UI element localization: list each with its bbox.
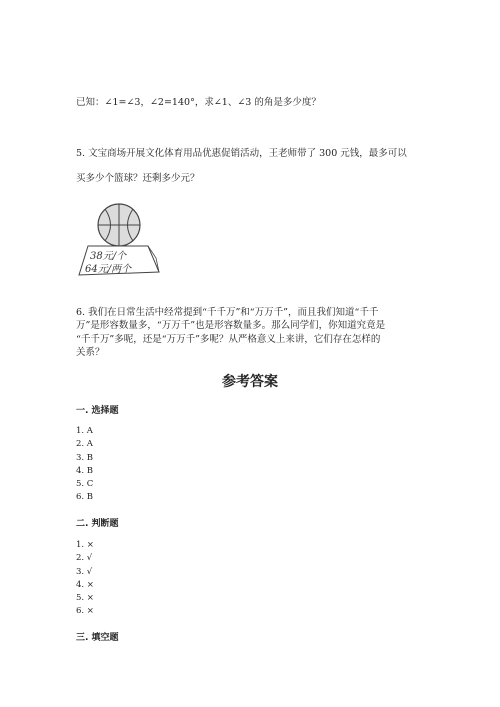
answer-item: 5. C (76, 479, 94, 490)
question-5 (76, 147, 426, 197)
answer-item: 2. A (76, 439, 93, 450)
answer-item: 3. √ (76, 566, 93, 577)
answer-item: 1. A (76, 426, 93, 436)
question-6-line-3: “千千万”多呢，还是“万万千”多呢？从严格意义上来讲，它们存在怎样的 (76, 333, 381, 345)
section-1-heading: 一. 选择题 (76, 406, 119, 416)
question-6 (76, 306, 428, 359)
price-pair-label: 64元/两个 (85, 264, 132, 275)
answers-title: 参考答案 (222, 374, 278, 390)
answer-item: 5. × (76, 593, 94, 604)
answer-item: 3. B (76, 452, 94, 463)
section-2-answer-list (76, 539, 94, 619)
basketball-icon (98, 204, 140, 246)
basketball-price-figure (76, 198, 171, 290)
basketball-price-drawing (76, 198, 171, 286)
section-3-heading: 三. 填空题 (76, 633, 119, 643)
answer-item: 6. B (76, 492, 94, 503)
answer-item: 1. × (76, 540, 94, 550)
answer-item: 4. × (76, 579, 94, 590)
question-5-line-1: 5. 文宝商场开展文化体育用品优惠促销活动，王老师带了 300 元钱，最多可以 (76, 148, 407, 159)
section-1-answer-list (76, 425, 93, 505)
answer-item: 2. √ (76, 553, 93, 564)
question-6-line-4: 关系？ (76, 346, 105, 358)
question-5-line-2: 买多少个篮球？还剩多少元？ (76, 173, 200, 184)
price-single-label: 38元/个 (90, 251, 127, 262)
answer-item: 6. × (76, 606, 94, 617)
question-6-line-1: 6. 我们在日常生活中经常提到“千千万”和“万万千”，而且我们知道“千千 (76, 307, 379, 318)
answer-item: 4. B (76, 465, 94, 476)
section-2-heading: 二. 判断题 (76, 519, 119, 529)
question-4-text: 已知：∠1=∠3，∠2=140°，求∠1、∠3 的角是多少度？ (76, 97, 321, 108)
question-6-line-2: 万”是形容数量多，“万万千”也是形容数量多。那么同学们，你知道究竟是 (76, 320, 386, 332)
